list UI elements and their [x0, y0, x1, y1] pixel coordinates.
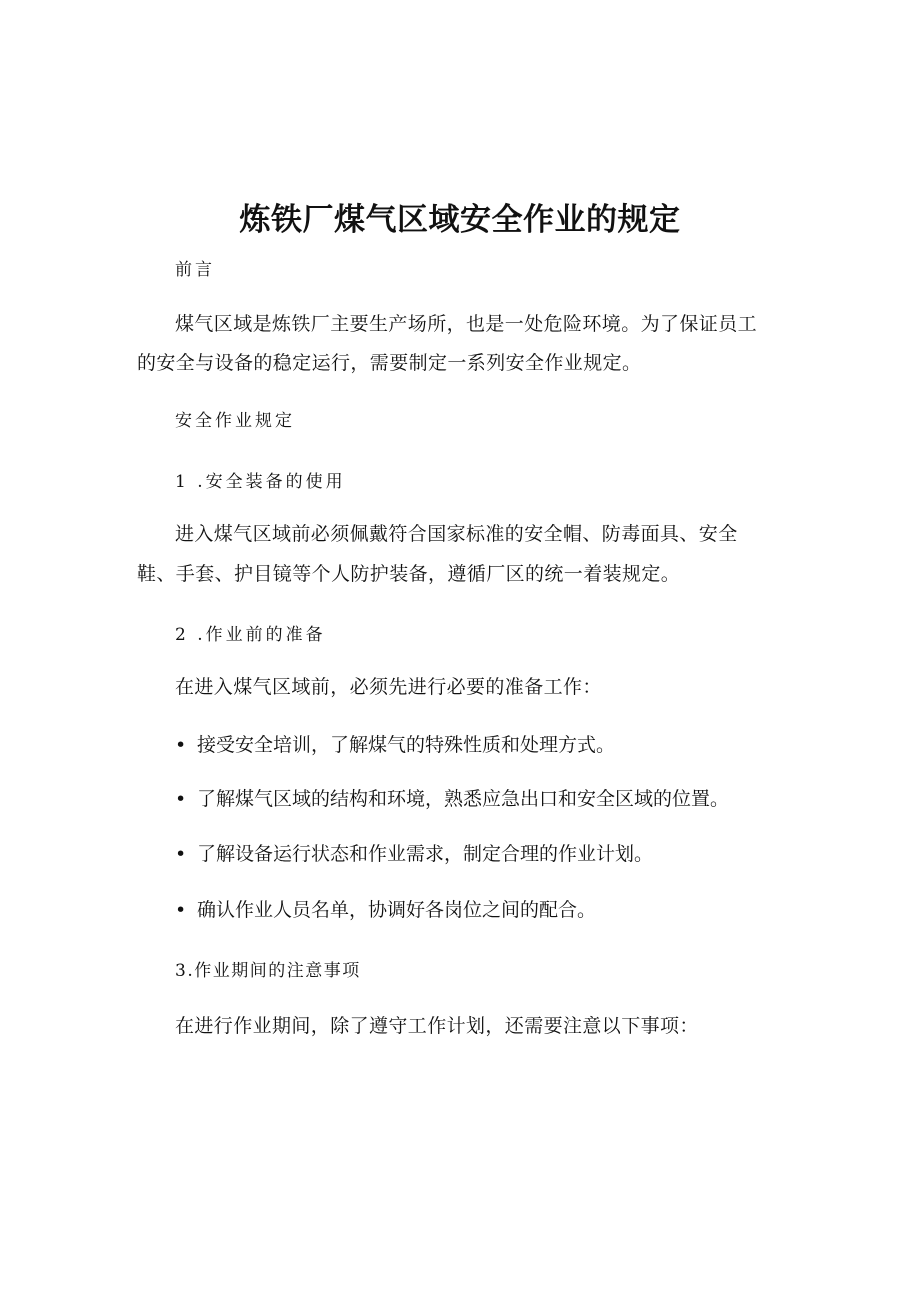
- list-item: [175, 781, 729, 817]
- rules-label: 安全作业规定: [175, 411, 295, 431]
- list-item: [175, 727, 615, 763]
- section-3-heading: 3.作业期间的注意事项: [175, 961, 361, 981]
- section-1-heading: 1 .安全装备的使用: [175, 472, 346, 492]
- bullet-marker: •: [175, 899, 187, 921]
- section-3-text: 在进行作业期间，除了遵守工作计划，还需要注意以下事项：: [175, 1015, 699, 1037]
- section-1-text-line-2: 鞋、手套、护目镜等个人防护装备，遵循厂区的统一着装规定。: [137, 563, 681, 585]
- intro-line-2: 的安全与设备的稳定运行，需要制定一系列安全作业规定。: [137, 352, 642, 374]
- bullet-marker: •: [175, 788, 187, 810]
- section-2-heading: 2 .作业前的准备: [175, 625, 326, 645]
- preface-label: 前言: [175, 260, 215, 280]
- list-item: [175, 836, 653, 872]
- document-title: 炼铁厂煤气区域安全作业的规定: [239, 202, 681, 238]
- intro-line-1: 煤气区域是炼铁厂主要生产场所，也是一处危险环境。为了保证员工: [175, 313, 758, 335]
- bullet-marker: •: [175, 843, 187, 865]
- list-item-text: 了解煤气区域的结构和环境，熟悉应急出口和安全区域的位置。: [197, 788, 730, 810]
- list-item-text: 接受安全培训，了解煤气的特殊性质和处理方式。: [197, 734, 616, 756]
- section-2-text: 在进入煤气区域前，必须先进行必要的准备工作：: [175, 676, 602, 698]
- list-item-text: 了解设备运行状态和作业需求，制定合理的作业计划。: [197, 843, 654, 865]
- list-item-text: 确认作业人员名单，协调好各岗位之间的配合。: [197, 899, 597, 921]
- section-1-text-line-1: 进入煤气区域前必须佩戴符合国家标准的安全帽、防毒面具、安全: [175, 523, 738, 545]
- bullet-marker: •: [175, 734, 187, 756]
- list-item: [175, 892, 596, 928]
